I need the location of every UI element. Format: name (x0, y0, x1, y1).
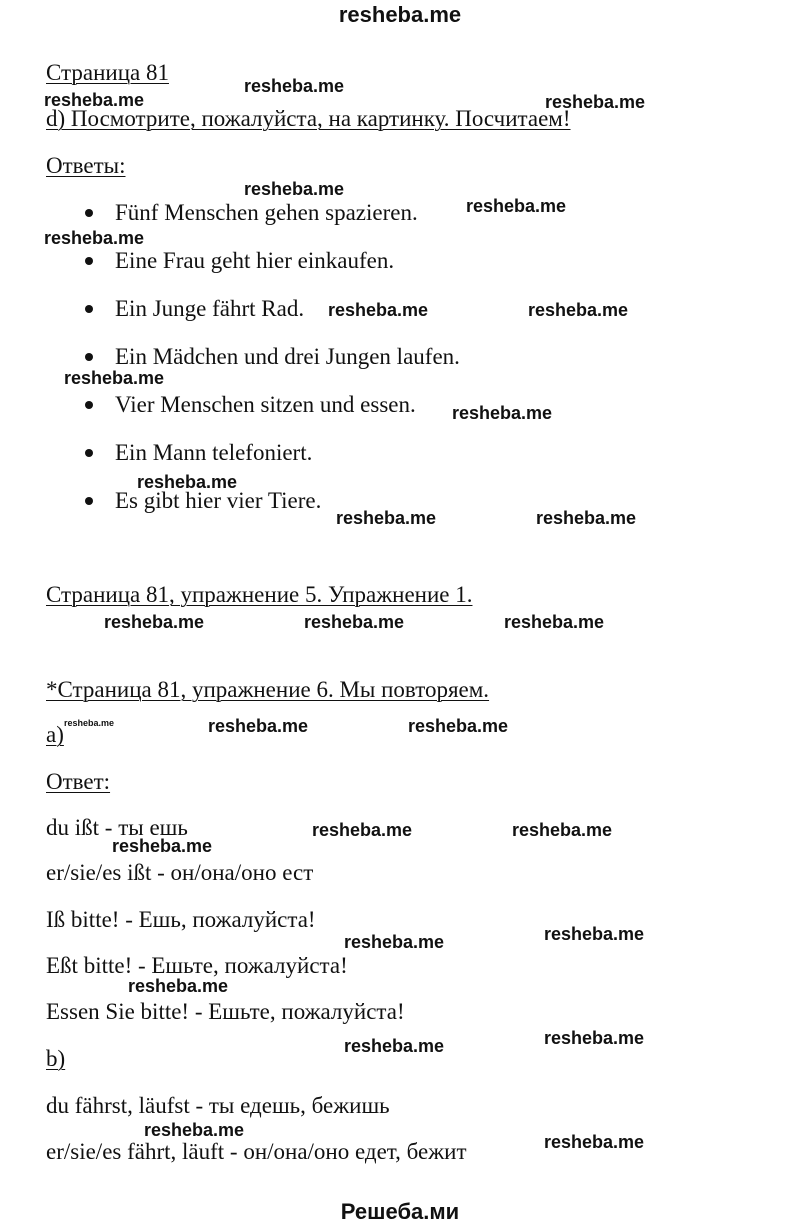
watermark: resheba.me (452, 403, 553, 423)
watermark: resheba.me (64, 718, 115, 728)
list-item: Ein Junge fährt Rad. (115, 296, 305, 321)
section2-heading: Страница 81, упражнение 5. Упражнение 1. (46, 582, 473, 607)
site-footer: Решеба.ми (340, 1199, 460, 1224)
watermark: resheba.me (137, 472, 238, 492)
watermark: resheba.me (344, 932, 445, 952)
watermark: resheba.me (144, 1120, 245, 1140)
bullet-icon (85, 401, 93, 409)
watermark: resheba.me (208, 716, 309, 736)
answer-line: Iß bitte! - Ешь, пожалуйста! (46, 907, 316, 932)
watermark: resheba.me (112, 836, 213, 856)
watermark: resheba.me (104, 612, 205, 632)
part-b-label: b) (46, 1046, 66, 1071)
answer-line: er/sie/es fährt, läuft - он/она/оно едет, бежит (46, 1139, 467, 1164)
list-item: Es gibt hier vier Tiere. (115, 488, 322, 513)
watermark: resheba.me (536, 508, 637, 528)
answers-label: Ответы: (46, 153, 126, 178)
watermark: resheba.me (466, 196, 567, 216)
watermark: resheba.me (544, 924, 645, 944)
watermark: resheba.me (544, 1028, 645, 1048)
bullet-icon (85, 353, 93, 361)
watermark: resheba.me (312, 820, 413, 840)
bullet-icon (85, 305, 93, 313)
watermark: resheba.me (44, 228, 145, 248)
part-a-label: a) (46, 722, 64, 747)
answer-line: du ißt - ты ешь (46, 815, 188, 840)
watermark: resheba.me (545, 92, 646, 112)
watermark: resheba.me (244, 76, 345, 96)
list-item: Ein Mann telefoniert. (115, 440, 313, 465)
watermark: resheba.me (128, 976, 229, 996)
answer-line: Eßt bitte! - Ешьте, пожалуйста! (46, 953, 348, 978)
watermark: resheba.me (44, 90, 145, 110)
page-heading: Страница 81 (46, 60, 169, 85)
bullet-icon (85, 257, 93, 265)
list-item: Vier Menschen sitzen und essen. (115, 392, 416, 417)
watermark: resheba.me (512, 820, 613, 840)
watermark: resheba.me (64, 368, 165, 388)
answer-line: Essen Sie bitte! - Ешьте, пожалуйста! (46, 999, 405, 1024)
watermark: resheba.me (328, 300, 429, 320)
watermark: resheba.me (544, 1132, 645, 1152)
answer-line: du fährst, läufst - ты едешь, бежишь (46, 1093, 390, 1118)
answer-line: er/sie/es ißt - он/она/оно ест (46, 860, 314, 885)
task-heading: d) Посмотрите, пожалуйста, на картинку. Посчитаем! (46, 106, 571, 131)
answer-label: Ответ: (46, 769, 111, 794)
list-item: Ein Mädchen und drei Jungen laufen. (115, 344, 460, 369)
bullet-icon (85, 497, 93, 505)
bullet-icon (85, 449, 93, 457)
watermark: resheba.me (344, 1036, 445, 1056)
watermark: resheba.me (408, 716, 509, 736)
list-item: Eine Frau geht hier einkaufen. (115, 248, 395, 273)
watermark: resheba.me (504, 612, 605, 632)
bullet-icon (85, 209, 93, 217)
watermark: resheba.me (336, 508, 437, 528)
watermark: resheba.me (304, 612, 405, 632)
section3-heading: *Страница 81, упражнение 6. Мы повторяем. (46, 677, 490, 702)
watermark: resheba.me (244, 179, 345, 199)
list-item: Fünf Menschen gehen spazieren. (115, 200, 418, 225)
watermark: resheba.me (528, 300, 629, 320)
site-header: resheba.me (338, 2, 462, 27)
